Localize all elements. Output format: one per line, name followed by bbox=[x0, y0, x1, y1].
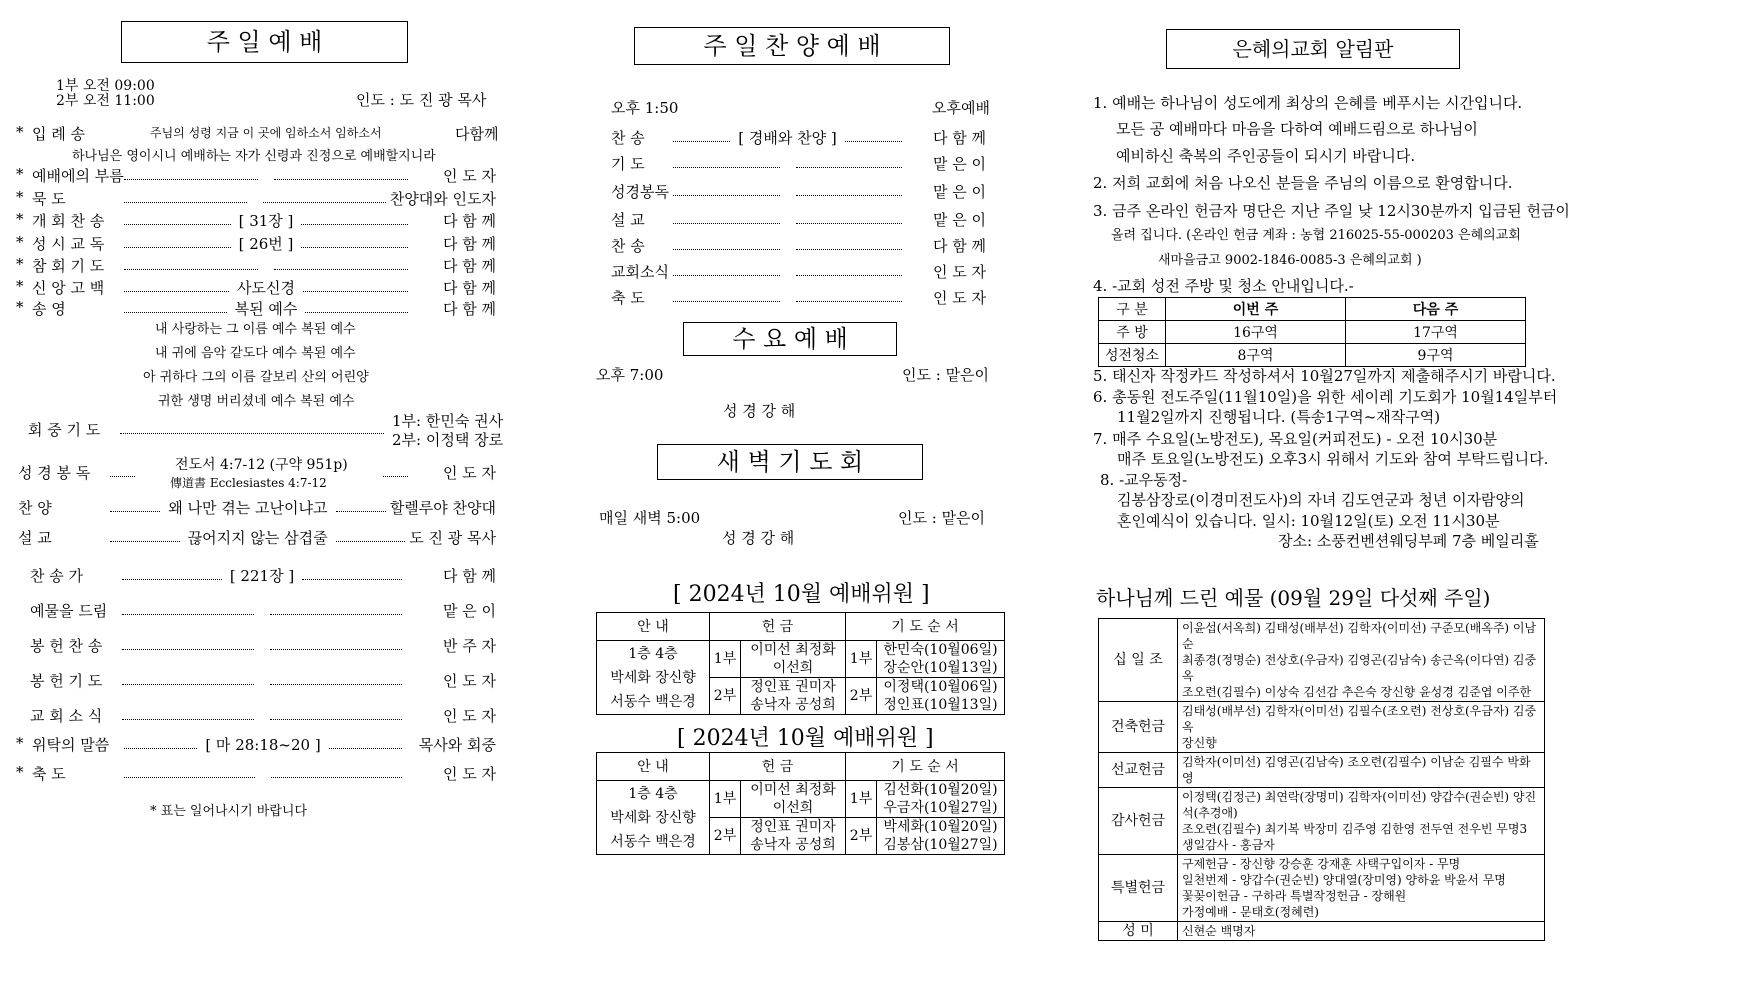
order-row bbox=[611, 180, 986, 202]
guide-line: 서동수 백은경 bbox=[610, 833, 696, 850]
prayer-part: 1부 bbox=[846, 641, 877, 678]
footnote: * 표는 일어나시기 바랍니다 bbox=[150, 804, 308, 819]
notice-line: 4. -교회 성전 주방 및 청소 안내입니다.- bbox=[1093, 277, 1354, 295]
order-right: 인 도 자 bbox=[932, 262, 986, 281]
leader: 인도 : 도 진 광 목사 bbox=[356, 91, 487, 109]
leader-dots bbox=[305, 303, 408, 313]
leader-dots bbox=[122, 675, 254, 685]
praise-time: 오후 1:50 bbox=[611, 99, 679, 117]
leader-dots bbox=[124, 282, 229, 292]
order-row bbox=[611, 152, 986, 174]
leader-dots bbox=[673, 214, 780, 224]
leader-dots bbox=[673, 240, 780, 250]
leader-dots bbox=[302, 570, 402, 580]
call-text: 주님의 성령 지금 이 곳에 임하소서 임하소서 bbox=[150, 126, 382, 140]
name-line: 정인표 권미자 bbox=[750, 679, 836, 695]
offering-line: 신현순 백명자 bbox=[1182, 924, 1256, 938]
order-label: 위탁의 말씀 bbox=[32, 735, 110, 754]
cleaning-cell: 9구역 bbox=[1346, 344, 1526, 367]
wednesday-leader: 인도 : 맡은이 bbox=[902, 366, 990, 384]
leader-dots bbox=[796, 266, 903, 276]
order-label: 성경봉독 bbox=[611, 182, 669, 201]
order-label: 봉 헌 기 도 bbox=[30, 671, 103, 690]
notice-line: 7. 매주 수요일(노방전도), 목요일(커피전도) - 오전 10시30분 bbox=[1093, 430, 1498, 448]
leader-dots bbox=[796, 240, 903, 250]
leader-dots bbox=[673, 132, 730, 142]
bullet: * bbox=[16, 277, 24, 295]
name-line: 김선화(10월20일) bbox=[883, 782, 998, 798]
schedule-header: 기 도 순 서 bbox=[846, 753, 1005, 781]
bullet: * bbox=[16, 210, 24, 228]
leader-dots bbox=[124, 215, 231, 225]
leader-dots bbox=[271, 768, 402, 778]
offering-title: 하나님께 드린 예물 (09월 29일 다섯째 주일) bbox=[1096, 586, 1491, 610]
notice-line: 3. 금주 온라인 헌금자 명단은 지난 주일 낮 12시30분까지 입금된 헌금이 bbox=[1093, 202, 1570, 220]
leader-dots bbox=[383, 467, 408, 477]
leader-dots bbox=[122, 710, 254, 720]
call-verse: 하나님은 영이시니 예배하는 자가 신령과 진정으로 예배할지니라 bbox=[72, 149, 436, 164]
song-line: 아 귀하다 그의 이름 갈보리 산의 어린양 bbox=[143, 370, 369, 385]
order-right: 다 함 께 bbox=[443, 299, 497, 318]
choir-song: 왜 나만 겪는 고난이냐고 bbox=[168, 498, 328, 517]
order-row bbox=[611, 234, 986, 256]
offering-line: 김학자(이미선) 김영곤(김남숙) 조오련(김필수) 이남순 김필수 박화영 bbox=[1182, 755, 1531, 785]
order-label: 예배에의 부름 bbox=[32, 166, 124, 185]
leader-dots bbox=[673, 186, 780, 196]
leader-dots bbox=[270, 605, 402, 615]
order-label: 축 도 bbox=[611, 288, 645, 307]
choir-row bbox=[18, 496, 496, 518]
order-right: 다 함 께 bbox=[932, 128, 986, 147]
leader-dots bbox=[124, 739, 197, 749]
order-content: 사도신경 bbox=[237, 278, 295, 297]
name-line: 박세화(10월20일) bbox=[883, 819, 998, 835]
name-line: 송낙자 공성희 bbox=[750, 837, 836, 853]
schedule-header: 기 도 순 서 bbox=[846, 613, 1005, 641]
order-label: 기 도 bbox=[611, 154, 645, 173]
order-right: 목사와 회중 bbox=[418, 735, 497, 754]
order-label: 찬 송 bbox=[611, 128, 645, 147]
order-content: [ 221장 ] bbox=[229, 566, 295, 585]
leader-dots bbox=[124, 193, 247, 203]
offering-line: 장신향 bbox=[1182, 736, 1217, 750]
offering-line: 최종경(정명순) 전상호(우금자) 김영곤(김남숙) 송근옥(이다연) 김중옥 bbox=[1182, 653, 1537, 683]
order-right: 다 함 께 bbox=[442, 566, 496, 585]
order-row bbox=[611, 126, 986, 148]
cleaning-header: 이번 주 bbox=[1166, 298, 1346, 321]
order-row bbox=[30, 599, 496, 621]
order-label: 송 영 bbox=[32, 299, 66, 318]
order-content: [ 마 28:18~20 ] bbox=[205, 735, 321, 754]
order-row bbox=[30, 704, 496, 726]
offering-part: 1부 bbox=[710, 781, 741, 818]
order-row bbox=[32, 733, 496, 755]
offering-line: 생일감사 - 홍금자 bbox=[1182, 838, 1275, 852]
praise-type: 오후예배 bbox=[932, 99, 990, 117]
notice-line: 매주 토요일(노방전도) 오후3시 위해서 기도와 참여 부탁드립니다. bbox=[1117, 450, 1549, 468]
leader-dots bbox=[270, 710, 402, 720]
order-row bbox=[32, 276, 496, 298]
schedule-header: 안 내 bbox=[597, 753, 710, 781]
dawn-leader: 인도 : 맡은이 bbox=[898, 509, 986, 527]
order-row bbox=[32, 762, 496, 784]
notice-line: 김봉삼장로(이경미전도사)의 자녀 김도연군과 청년 이자람양의 bbox=[1117, 491, 1525, 509]
bullet: * bbox=[16, 255, 24, 273]
leader-dots bbox=[122, 605, 254, 615]
offering-names bbox=[1178, 753, 1545, 788]
leader-dots bbox=[796, 186, 903, 196]
offering-names bbox=[741, 781, 846, 818]
order-row bbox=[611, 208, 986, 230]
notice-line: 1. 예배는 하나님이 성도에게 최상의 은혜를 베푸시는 시간입니다. bbox=[1093, 94, 1523, 112]
service-time-1: 1부 오전 09:00 bbox=[56, 78, 155, 94]
order-label: 예물을 드림 bbox=[30, 601, 108, 620]
reading-right: 인 도 자 bbox=[442, 463, 496, 482]
order-right: 맡 은 이 bbox=[932, 210, 986, 229]
leader-dots bbox=[124, 768, 255, 778]
leader-dots bbox=[124, 170, 258, 180]
order-label: 교회소식 bbox=[611, 262, 669, 281]
notice-line: 예비하신 축복의 주인공들이 되시기 바랍니다. bbox=[1116, 147, 1416, 165]
schedule-title-2: [ 2024년 10월 예배위원 ] bbox=[677, 726, 934, 751]
order-right: 다 함 께 bbox=[442, 256, 496, 275]
order-content: 복된 예수 bbox=[234, 299, 298, 318]
name-line: 이미선 최정화 bbox=[750, 782, 836, 798]
leader-dots bbox=[303, 282, 408, 292]
leader-dots bbox=[110, 532, 180, 542]
sunday-worship-title: 주 일 예 배 bbox=[121, 21, 408, 63]
leader-dots bbox=[274, 260, 408, 270]
offering-line: 조오련(김필수) 이상숙 김선감 추은숙 장신향 윤성경 김준엽 이주한 bbox=[1182, 685, 1532, 699]
name-line: 이선희 bbox=[772, 800, 814, 816]
order-right: 인 도 자 bbox=[442, 706, 496, 725]
choir-label: 찬 양 bbox=[18, 498, 52, 517]
leader-dots bbox=[270, 640, 402, 650]
name-line: 송낙자 공성희 bbox=[750, 697, 836, 713]
schedule-october-1 bbox=[596, 612, 1005, 715]
order-content: [ 26번 ] bbox=[238, 234, 294, 253]
offering-line: 조오련(김필수) 최기복 박장미 김주영 김한영 전두연 전우빈 무명3 bbox=[1182, 822, 1528, 836]
leader-dots bbox=[336, 502, 386, 512]
dawn-content: 성 경 강 해 bbox=[722, 529, 795, 547]
order-row bbox=[32, 232, 496, 254]
prayer-names bbox=[877, 641, 1005, 678]
notice-board-title: 은혜의교회 알림판 bbox=[1166, 29, 1460, 69]
order-row bbox=[30, 564, 496, 586]
leader-dots bbox=[796, 158, 903, 168]
offering-line: 일천번제 - 양갑수(권순빈) 양대열(장미영) 양하윤 박윤서 무명 bbox=[1182, 873, 1506, 887]
name-line: 장순안(10월13일) bbox=[883, 660, 998, 676]
sermon-title: 끊어지지 않는 삼겹줄 bbox=[187, 528, 328, 547]
prayer-right-1: 1부: 한민숙 권사 bbox=[392, 412, 504, 430]
notice-line: 5. 태신자 작정카드 작성하셔서 10월27일까지 제출해주시기 바랍니다. bbox=[1093, 367, 1556, 385]
guide-line: 박세화 장신향 bbox=[610, 669, 696, 686]
prayer-names bbox=[877, 678, 1005, 715]
offering-part: 1부 bbox=[710, 641, 741, 678]
offering-line: 이윤섭(서옥희) 김태성(배부선) 김학자(이미선) 구준모(배옥주) 이남순 bbox=[1182, 621, 1537, 651]
order-right: 찬양대와 인도자 bbox=[389, 189, 497, 208]
schedule-table bbox=[596, 612, 1005, 715]
order-right: 다 함 께 bbox=[932, 236, 986, 255]
order-row bbox=[32, 254, 496, 276]
offering-category: 십 일 조 bbox=[1099, 619, 1178, 702]
order-row bbox=[30, 634, 496, 656]
order-row bbox=[30, 669, 496, 691]
order-content: [ 31장 ] bbox=[238, 211, 294, 230]
order-right: 다 함 께 bbox=[442, 278, 496, 297]
leader-dots bbox=[301, 215, 408, 225]
offering-names bbox=[1178, 619, 1545, 702]
order-row bbox=[611, 260, 986, 282]
order-right: 맡 은 이 bbox=[932, 182, 986, 201]
order-row bbox=[611, 286, 986, 308]
order-label: 설 교 bbox=[611, 210, 645, 229]
leader-dots bbox=[124, 303, 227, 313]
order-label: 참 회 기 도 bbox=[32, 256, 105, 275]
cleaning-cell: 성전청소 bbox=[1099, 344, 1166, 367]
song-line: 귀한 생명 버리셨네 예수 복된 예수 bbox=[158, 394, 355, 409]
prayer-right-2: 2부: 이정택 장로 bbox=[392, 431, 504, 449]
offering-line: 구제헌금 - 장신향 강승훈 강재훈 사택구입이자 - 무명 bbox=[1182, 857, 1461, 871]
offering-part: 2부 bbox=[710, 818, 741, 855]
leader-dots bbox=[122, 570, 222, 580]
praise-worship-title: 주 일 찬 양 예 배 bbox=[634, 27, 950, 65]
order-label: 신 앙 고 백 bbox=[32, 278, 105, 297]
order-label: 교 회 소 식 bbox=[30, 706, 103, 725]
order-right: 인 도 자 bbox=[442, 764, 496, 783]
schedule-header: 헌 금 bbox=[710, 613, 846, 641]
dawn-time: 매일 새벽 5:00 bbox=[599, 509, 701, 527]
order-label: 개 회 찬 송 bbox=[32, 211, 105, 230]
leader-dots bbox=[263, 193, 386, 203]
prayer-part: 2부 bbox=[846, 678, 877, 715]
guide-line: 1층 4층 bbox=[628, 785, 678, 802]
reading-label: 성 경 봉 독 bbox=[18, 463, 91, 482]
offering-category: 성 미 bbox=[1099, 922, 1178, 941]
leader-dots bbox=[673, 292, 780, 302]
notice-line: 8. -교우동정- bbox=[1100, 471, 1188, 489]
guide-line: 서동수 백은경 bbox=[610, 693, 696, 710]
order-right: 다 함 께 bbox=[443, 234, 497, 253]
schedule-table bbox=[596, 752, 1005, 855]
prayer-label: 회 중 기 도 bbox=[28, 420, 101, 439]
prayer-row bbox=[28, 418, 388, 440]
sermon-right: 도 진 광 목사 bbox=[409, 528, 496, 547]
cleaning-table bbox=[1098, 297, 1526, 367]
notice-line: 11월2일까지 진행됩니다. (특송1구역~재작구역) bbox=[1117, 408, 1441, 426]
leader-dots bbox=[110, 467, 135, 477]
leader-dots bbox=[329, 739, 402, 749]
leader-dots bbox=[274, 170, 408, 180]
leader-dots bbox=[124, 260, 258, 270]
leader-dots bbox=[110, 502, 160, 512]
offering-names bbox=[1178, 855, 1545, 922]
bullet: * bbox=[16, 123, 24, 141]
order-row bbox=[32, 297, 496, 319]
name-line: 이선희 bbox=[772, 660, 814, 676]
order-row bbox=[32, 209, 496, 231]
bullet: * bbox=[16, 233, 24, 251]
wednesday-content: 성 경 강 해 bbox=[723, 402, 796, 420]
leader-dots bbox=[845, 132, 902, 142]
offering-line: 김태성(배부선) 김학자(이미선) 김필수(조오련) 전상호(우금자) 김중옥 bbox=[1182, 704, 1537, 734]
offering-category: 선교헌금 bbox=[1099, 753, 1178, 788]
notice-line: 올려 집니다. (온라인 헌금 계좌 : 농협 216025-55-000203 은혜의교회 bbox=[1111, 228, 1521, 243]
leader-dots bbox=[124, 238, 231, 248]
offering-category: 특별헌금 bbox=[1099, 855, 1178, 922]
leader-dots bbox=[301, 238, 408, 248]
guide-cell bbox=[597, 641, 710, 715]
service-time-2: 2부 오전 11:00 bbox=[56, 93, 155, 109]
name-line: 정인표(10월13일) bbox=[883, 697, 998, 713]
song-line: 내 귀에 음악 같도다 예수 복된 예수 bbox=[155, 346, 356, 361]
notice-line: 혼인예식이 있습니다. 일시: 10월12일(토) 오전 11시30분 bbox=[1117, 512, 1500, 530]
schedule-october-2 bbox=[596, 752, 1005, 855]
wednesday-time: 오후 7:00 bbox=[596, 366, 664, 384]
name-line: 한민숙(10월06일) bbox=[883, 642, 998, 658]
offering-line: 이정택(김정근) 최연락(장명미) 김학자(이미선) 양갑수(권순빈) 양진석(추경애) bbox=[1182, 790, 1537, 820]
leader-dots bbox=[673, 158, 780, 168]
leader-dots bbox=[796, 214, 903, 224]
leader-dots bbox=[120, 424, 384, 434]
notice-line: 6. 총동원 전도주일(11월10일)을 위한 세이레 기도회가 10월14일부터 bbox=[1093, 388, 1558, 406]
leader-dots bbox=[673, 266, 780, 276]
guide-line: 박세화 장신향 bbox=[610, 809, 696, 826]
prayer-part: 2부 bbox=[846, 818, 877, 855]
offering-names bbox=[741, 678, 846, 715]
call-right: 다함께 bbox=[455, 125, 499, 143]
notice-line: 장소: 소풍컨벤션웨딩부페 7층 베일리홀 bbox=[1278, 532, 1539, 550]
schedule-header: 안 내 bbox=[597, 613, 710, 641]
sermon-label: 설 교 bbox=[18, 528, 52, 547]
name-line: 정인표 권미자 bbox=[750, 819, 836, 835]
bullet: * bbox=[16, 165, 24, 183]
offering-line: 가정예배 - 문태호(정혜련) bbox=[1182, 905, 1319, 919]
offering-part: 2부 bbox=[710, 678, 741, 715]
cleaning-cell: 16구역 bbox=[1166, 321, 1346, 344]
order-label: 찬 송 가 bbox=[30, 566, 84, 585]
order-label: 묵 도 bbox=[32, 189, 66, 208]
prayer-names bbox=[877, 781, 1005, 818]
sermon-row bbox=[18, 526, 496, 548]
prayer-names bbox=[877, 818, 1005, 855]
leader-dots bbox=[270, 675, 402, 685]
order-right: 맡 은 이 bbox=[932, 154, 986, 173]
schedule-title: [ 2024년 10월 예배위원 ] bbox=[673, 582, 930, 607]
cleaning-header: 다음 주 bbox=[1346, 298, 1526, 321]
guide-line: 1층 4층 bbox=[628, 645, 678, 662]
notice-line: 새마을금고 9002-1846-0085-3 은혜의교회 ) bbox=[1158, 253, 1422, 268]
reading-ref: 전도서 4:7-12 (구약 951p) bbox=[175, 457, 348, 473]
order-right: 맡 은 이 bbox=[442, 601, 496, 620]
notice-line: 모든 공 예배마다 마음을 다하여 예배드림으로 하나님이 bbox=[1116, 120, 1478, 138]
order-label: 봉 헌 찬 송 bbox=[30, 636, 103, 655]
order-label: 성 시 교 독 bbox=[32, 234, 105, 253]
dawn-title: 새 벽 기 도 회 bbox=[657, 444, 923, 480]
offering-category: 감사헌금 bbox=[1099, 788, 1178, 855]
call-label: 입 례 송 bbox=[32, 125, 86, 143]
offering-names bbox=[1178, 788, 1545, 855]
order-label: 찬 송 bbox=[611, 236, 645, 255]
order-content: [ 경배와 찬양 ] bbox=[738, 128, 837, 147]
order-right: 다 함 께 bbox=[443, 211, 497, 230]
bullet: * bbox=[16, 188, 24, 206]
bullet: * bbox=[16, 763, 24, 781]
name-line: 김봉삼(10월27일) bbox=[883, 837, 998, 853]
choir-right: 할렐루야 찬양대 bbox=[389, 498, 497, 517]
guide-cell bbox=[597, 781, 710, 855]
name-line: 이정택(10월06일) bbox=[883, 679, 998, 695]
wednesday-title: 수 요 예 배 bbox=[683, 322, 897, 356]
song-line: 내 사랑하는 그 이름 예수 복된 예수 bbox=[155, 322, 356, 337]
order-right: 인 도 자 bbox=[932, 288, 986, 307]
offering-names bbox=[1178, 702, 1545, 753]
leader-dots bbox=[122, 640, 254, 650]
prayer-part: 1부 bbox=[846, 781, 877, 818]
offering-names bbox=[1178, 922, 1545, 941]
name-line: 우금자(10월27일) bbox=[883, 800, 998, 816]
name-line: 이미선 최정화 bbox=[750, 642, 836, 658]
offering-names bbox=[741, 641, 846, 678]
order-right: 인 도 자 bbox=[442, 166, 496, 185]
order-row bbox=[32, 164, 496, 186]
offering-table bbox=[1098, 618, 1545, 941]
order-right: 인 도 자 bbox=[442, 671, 496, 690]
leader-dots bbox=[336, 532, 406, 542]
cleaning-cell: 17구역 bbox=[1346, 321, 1526, 344]
bullet: * bbox=[16, 734, 24, 752]
offering-names bbox=[741, 818, 846, 855]
schedule-header: 헌 금 bbox=[710, 753, 846, 781]
offering-category: 건축헌금 bbox=[1099, 702, 1178, 753]
cleaning-cell: 8구역 bbox=[1166, 344, 1346, 367]
order-right: 반 주 자 bbox=[442, 636, 496, 655]
order-row bbox=[32, 187, 496, 209]
leader-dots bbox=[796, 292, 903, 302]
notice-line: 2. 저희 교회에 처음 나오신 분들을 주님의 이름으로 환영합니다. bbox=[1093, 174, 1513, 192]
order-label: 축 도 bbox=[32, 764, 66, 783]
offering-line: 꽃꽂이헌금 - 구하라 특별작정헌금 - 장해원 bbox=[1182, 889, 1407, 903]
cleaning-header: 구 분 bbox=[1099, 298, 1166, 321]
bullet: * bbox=[16, 298, 24, 316]
reading-ref-en: 傳道書 Ecclesiastes 4:7-12 bbox=[170, 476, 327, 490]
cleaning-cell: 주 방 bbox=[1099, 321, 1166, 344]
